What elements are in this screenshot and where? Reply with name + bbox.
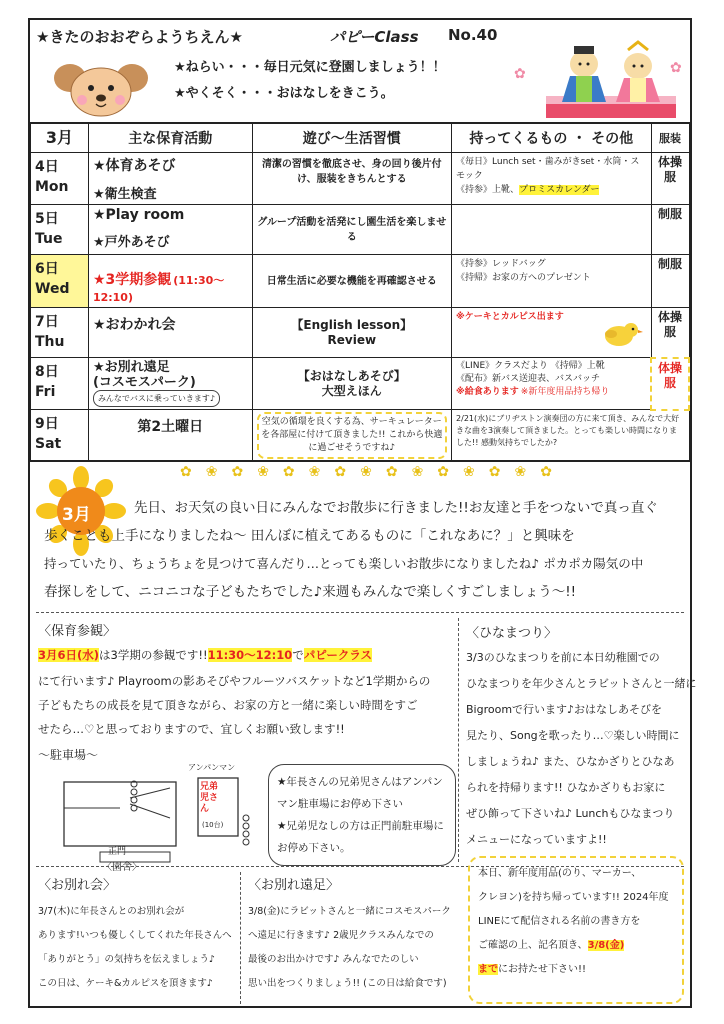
hinamatsuri-title: 〈ひなまつり〉 [466, 626, 558, 641]
farewell-line: あります!いつも優しくしてくれた年長さんへ [38, 930, 232, 941]
sibling-parking-count: (10台) [202, 821, 224, 829]
hinamatsuri-line: しましょうね♪ また、ひなかざりとひなあ [466, 755, 675, 768]
gate-label: 正門 [108, 847, 127, 857]
building-label: 〈園舎〉 [102, 862, 142, 873]
date-cell: 7日 Thu [31, 308, 89, 358]
wear-cell: 制服 [651, 255, 689, 308]
activity-cell: ★体育あそび ★衛生検査 [88, 153, 252, 205]
schedule-row-sat [31, 410, 690, 462]
excursion-line: 最後のお出かけです♪ みんなでたのしい [248, 954, 419, 965]
play-cell: 日常生活に必要な機能を再確認させる [252, 255, 452, 308]
puppy-illustration [46, 54, 156, 118]
hina-dolls-illustration [536, 38, 686, 120]
anpanman-parking-label: アンパンマン [188, 763, 236, 772]
notice-line: 本日、新年度用品(のり、マーカー、 [478, 868, 642, 879]
notice-line: ご確認の上、記名頂き、3/8(金) [478, 940, 625, 951]
date-cell: 9日 Sat [31, 410, 89, 462]
farewell-line: 3/7(木)に年長さんとのお別れ会が [38, 906, 185, 917]
items-cell: 《毎日》Lunch set・歯みがきset・水筒・スモック 《持参》上靴、プロミスカレンダー [452, 153, 651, 205]
parking-notes: ★年長さんの兄弟児さんはアンパンマン駐車場にお停め下さい ★兄弟児なしの方は正門前駐車場にお停め下さい。 [268, 764, 456, 866]
parking-title: ～駐車場～ [38, 748, 99, 762]
observation-line-1: 3月6日(水)は3学期の参観です!!11:30～12:10でパピークラス [38, 648, 372, 662]
observation-title: 〈保育参観〉 [38, 624, 117, 639]
weekly-schedule-table [30, 122, 690, 462]
play-cell: グループ活動を活発にし園生活を楽しませる [252, 205, 452, 255]
schedule-row-tue [31, 205, 690, 255]
excursion-line: へ遠足に行きます♪ 2歳児クラスみんなでの [248, 930, 434, 941]
activity-cell: ★おわかれ会 [88, 308, 252, 358]
excursion-line: 3/8(金)にラビットさんと一緒にコスモスパーク [248, 906, 451, 917]
items-cell: ※ケーキとカルピス出ます [452, 308, 651, 358]
excursion-line: 思い出をつくりましょう!! (この日は給食です) [248, 978, 447, 989]
excursion-title: 〈お別れ遠足〉 [248, 878, 340, 893]
hinamatsuri-line: られを持帰ります!! ひなかざりもお家に [466, 781, 666, 794]
activity-cell: 第2土曜日 [88, 410, 252, 462]
items-cell [452, 205, 651, 255]
farewell-line: 「ありがとう」の気持ちを伝えましょう♪ [38, 954, 216, 965]
march-message-line-2: 歩くことも上手になりましたね～ 田んぼに植えてあるものに「これなあに？」と興味を [44, 528, 575, 544]
date-cell: 5日 Tue [31, 205, 89, 255]
march-message-line-4: 春探しをして、ニコニコな子どもたちでした♪来週もみんなで楽しくすごしましょう～!! [44, 584, 577, 600]
parking-map [60, 768, 270, 864]
wear-cell: 制服 [651, 205, 689, 255]
hinamatsuri-line: 見たり、Songを歌ったり…♡楽しい時間に [466, 729, 680, 742]
wear-cell: 体操服 [651, 153, 689, 205]
notice-line: LINEにて配信される名前の書き方を [478, 916, 641, 927]
date-cell: 4日 Mon [31, 153, 89, 205]
activity-cell: ★お別れ遠足 (コスモスパーク) みんなでバスに乗っていきます♪ [88, 358, 252, 410]
issue-number: No.40 [448, 26, 498, 44]
march-message-line-1: 先日、お天気の良い日にみんなでお散歩に行きました!!お友達と手をつないで真っ直ぐ [134, 500, 658, 516]
bird-illustration [597, 320, 647, 348]
column-divider [458, 618, 459, 862]
play-header: 遊び～生活習慣 [252, 123, 452, 153]
activity-cell: ★3学期参観 (11:30～12:10) [88, 255, 252, 308]
march-badge-label: 3月 [62, 505, 91, 525]
hinamatsuri-line: ひなまつりを年少さんとラビットさんと一緒に [466, 677, 697, 690]
march-message-line-3: 持っていたり、ちょうちょを見つけて喜んだり…とっても楽しいお散歩になりましたね♪ ポカポカ陽気の中 [44, 556, 644, 571]
play-cell: 【おはなしあそび】 大型えほん [252, 358, 452, 410]
class-aim: ★ねらい・・・毎日元気に登園しましょう！！ [174, 60, 446, 75]
column-divider [240, 872, 241, 1004]
section-divider [30, 460, 690, 462]
section-divider [36, 612, 684, 613]
play-cell: 清潔の習慣を徹底させ、身の回り後片付け、服装をきちんとする [252, 153, 452, 205]
class-name: パピーClass [330, 28, 419, 46]
items-cell: 2/21(水)にブリヂストン演奏団の方に来て頂き、みんなで大好きな曲を3演奏して頂きました。とっても楽しい時間になりました!! 感動気持ちでしたか? [452, 410, 689, 462]
hinamatsuri-line: メニューになっていますよ!! [466, 833, 607, 846]
farewell-line: この日は、ケーキ&カルピスを頂きます♪ [38, 978, 213, 989]
notice-line: までにお持たせ下さい!! [478, 964, 587, 975]
play-cell: 【English lesson】 Review [252, 308, 452, 358]
month-header: 3月 [31, 123, 89, 153]
observation-line-3: 子どもたちの成長を見て頂きながら、お家の方と一緒に楽しい時間をすご [38, 698, 418, 712]
hinamatsuri-line: Bigroomで行います♪おはなしあそびを [466, 703, 663, 716]
class-promise: ★やくそく・・・おはなしをきこう。 [174, 86, 394, 101]
wear-cell: 体操服 [651, 358, 689, 410]
farewell-title: 〈お別れ会〉 [38, 878, 117, 893]
hinamatsuri-line: 3/3のひなまつりを前に本日幼稚園での [466, 651, 660, 664]
schedule-row-wed [31, 255, 690, 308]
hinamatsuri-line: ぜひ飾って下さいね♪ Lunchもひなまつり [466, 807, 675, 820]
items-cell: 《LINE》クラスだより 《持帰》上靴 《配布》新バス送迎表、バスバッチ ※給食あります ※新年度用品持ち帰り [452, 358, 651, 410]
items-header: 持ってくるもの ・ その他 [452, 123, 651, 153]
school-name: ★きたのおおぞらようちえん★ [36, 28, 243, 46]
wear-header: 服装 [651, 123, 689, 153]
play-cell: 空気の循環を良くする為、サーキュレーターを各部屋に付けて頂きました!! これから快適に過ごせそうですね♪ [252, 410, 452, 462]
items-cell: 《持参》レッドバッグ 《持帰》お家の方へのプレゼント [452, 255, 651, 308]
date-cell: 8日 Fri [31, 358, 89, 410]
notice-line: クレヨン)を持ち帰っています!! 2024年度 [478, 892, 669, 903]
header [30, 20, 690, 124]
schedule-header-row [31, 123, 690, 153]
activity-cell: ★Play room ★戸外あそび [88, 205, 252, 255]
butterfly-border-icon: ✿❀✿❀✿❀✿❀✿❀✿❀✿❀✿ [180, 464, 566, 480]
flower-icon: ✿ [670, 60, 682, 76]
wear-cell: 体操服 [651, 308, 689, 358]
date-cell: 6日 Wed [31, 255, 89, 308]
newsletter-page [28, 18, 697, 1008]
schedule-row-thu [31, 308, 690, 358]
activity-header: 主な保育活動 [88, 123, 252, 153]
sibling-parking-label: 兄弟児さん [200, 782, 219, 814]
flower-icon: ✿ [514, 66, 526, 82]
observation-line-4: せたら…♡と思っておりますので、宜しくお願い致します!! [38, 722, 345, 736]
schedule-row-fri [31, 358, 690, 410]
observation-line-2: にて行います♪ Playroomの影あそびやフルーツバスケットなど1学期からの [38, 674, 431, 688]
schedule-row-mon [31, 153, 690, 205]
